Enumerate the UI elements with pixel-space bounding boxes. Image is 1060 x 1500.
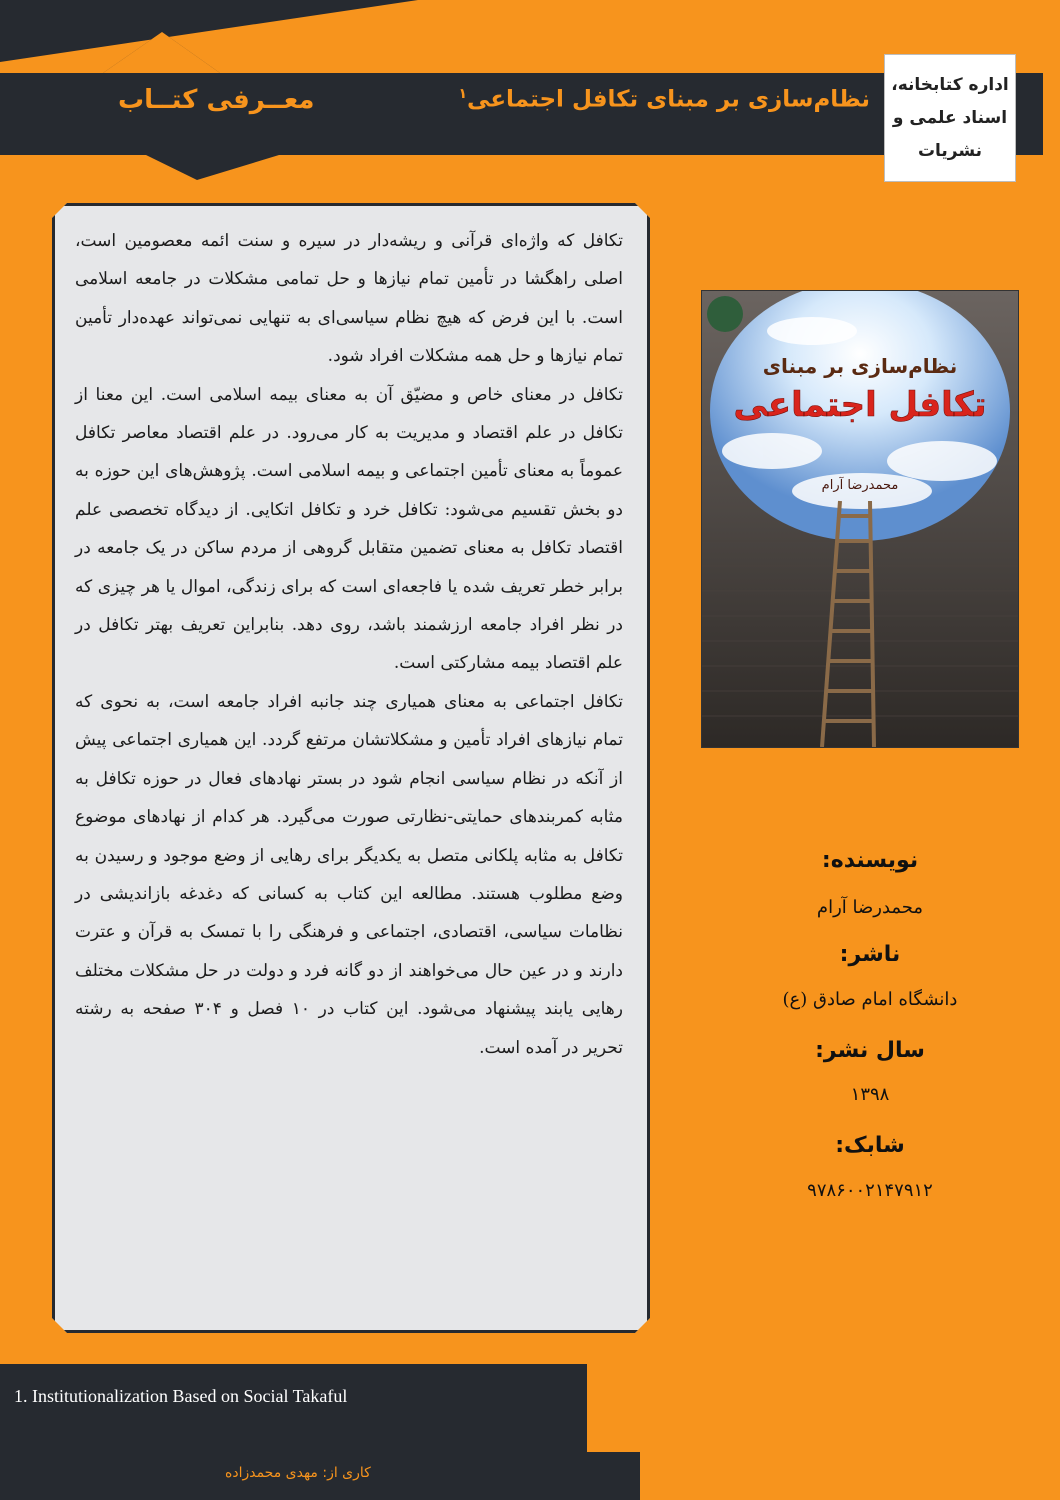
- isbn-label: شابک:: [835, 1133, 905, 1158]
- year-label: سال نشر:: [815, 1038, 925, 1063]
- body-text: [75, 222, 623, 1067]
- cover-title-line2: تکافل اجتماعی: [733, 385, 987, 425]
- paragraph-3: تکافل اجتماعی به معنای همیاری چند جانبه افراد جامعه است، به نحوی که تمام نیازهای افراد تأمین و مشکلاتشان مرتفع گردد. این همیاری اجتماعی پیش از آنکه در نظام سیاسی انجام شود در بستر نهادهای فعال در حوزه تکافل به مثابه کمربندهای حمایتی-نظارتی صورت می‌گیرد. هر کدام از نهادهای موضوع تکافل به مثابه پلکانی متصل به یکدیگر برای رهایی از وضع موجود و رسیدن به وضع مطلوب هستند. مطالعه این کتاب به کسانی که دغدغه بازاندیشی در نظامات سیاسی، اقتصادی، اجتماعی و فرهنگی را با تمسک به قرآن و عترت دارند و در عین حال می‌خواهند از دو گانه فرد و دولت در حل مشکلات مختلف رهایی یابند پیشنهاد می‌شود. این کتاب در ۱۰ فصل و ۳۰۴ صفحه به رشته تحریر در آمده است.: [75, 691, 623, 1058]
- org-box: [884, 54, 1016, 182]
- section-label: معــرفی کتــاب: [118, 85, 315, 115]
- author-value: محمدرضا آرام: [816, 897, 924, 918]
- credit-text: کاری از: مهدی محمدزاده: [225, 1465, 371, 1481]
- cover-title-line1: نظام‌سازی بر مبنای: [762, 354, 958, 378]
- publisher-label: ناشر:: [839, 942, 901, 967]
- footnote-text: 1. Institutionalization Based on Social Takaful: [14, 1386, 348, 1406]
- author-label: نویسنده:: [821, 848, 919, 873]
- org-line-2: اسناد علمی و: [892, 107, 1008, 128]
- isbn-value: ۹۷۸۶۰۰۲۱۴۷۹۱۲: [807, 1180, 933, 1201]
- page-title-text: نظام‌سازی بر مبنای تکافل اجتماعی: [467, 86, 870, 113]
- publisher-seal-icon: [707, 296, 743, 332]
- org-line-1: اداره کتابخانه،: [891, 74, 1009, 95]
- paragraph-1: تکافل که واژه‌ای قرآنی و ریشه‌دار در سیره و سنت ائمه معصومین است، اصلی راهگشا در تأمین تمام نیازها و حل تمامی مشکلات در جامعه اسلامی است. با این فرض که هیچ نظام سیاسی‌ای به تنهایی نمی‌تواند عهده‌دار تأمین تمام نیازها و حل همه مشکلات افراد شود.: [75, 231, 623, 367]
- footnote-marker: ۱: [458, 86, 468, 102]
- paragraph-2: تکافل در معنای خاص و مضیّق آن به معنای بیمه اسلامی است. این معنا از تکافل در علم اقتصاد و مدیریت به کار می‌رود. در علم اقتصاد معاصر تکافل عموماً به معنای تأمین اجتماعی و بیمه اسلامی است. پژوهش‌های این حوزه به دو بخش تقسیم می‌شود: تکافل خرد و تکافل اتکایی. از دیدگاه تخصصی علم اقتصاد تکافل به معنای تضمین متقابل گروهی از مردم ساکن در یک جامعه در برابر خطر تعریف شده یا فاجعه‌ای است که برای زندگی، اموال یا هر چیزی که در نظر افراد جامعه ارزشمند باشد، روی دهد. بنابراین تعریف بهتر تکافل در علم اقتصاد بیمه مشارکتی است.: [75, 384, 624, 674]
- year-value: ۱۳۹۸: [850, 1084, 890, 1105]
- org-line-3: نشریات: [917, 140, 983, 161]
- page-title: [459, 86, 871, 113]
- book-cover: [701, 290, 1019, 748]
- publisher-value: دانشگاه امام صادق (ع): [782, 989, 958, 1010]
- cover-author: محمدرضا آرام: [821, 478, 899, 493]
